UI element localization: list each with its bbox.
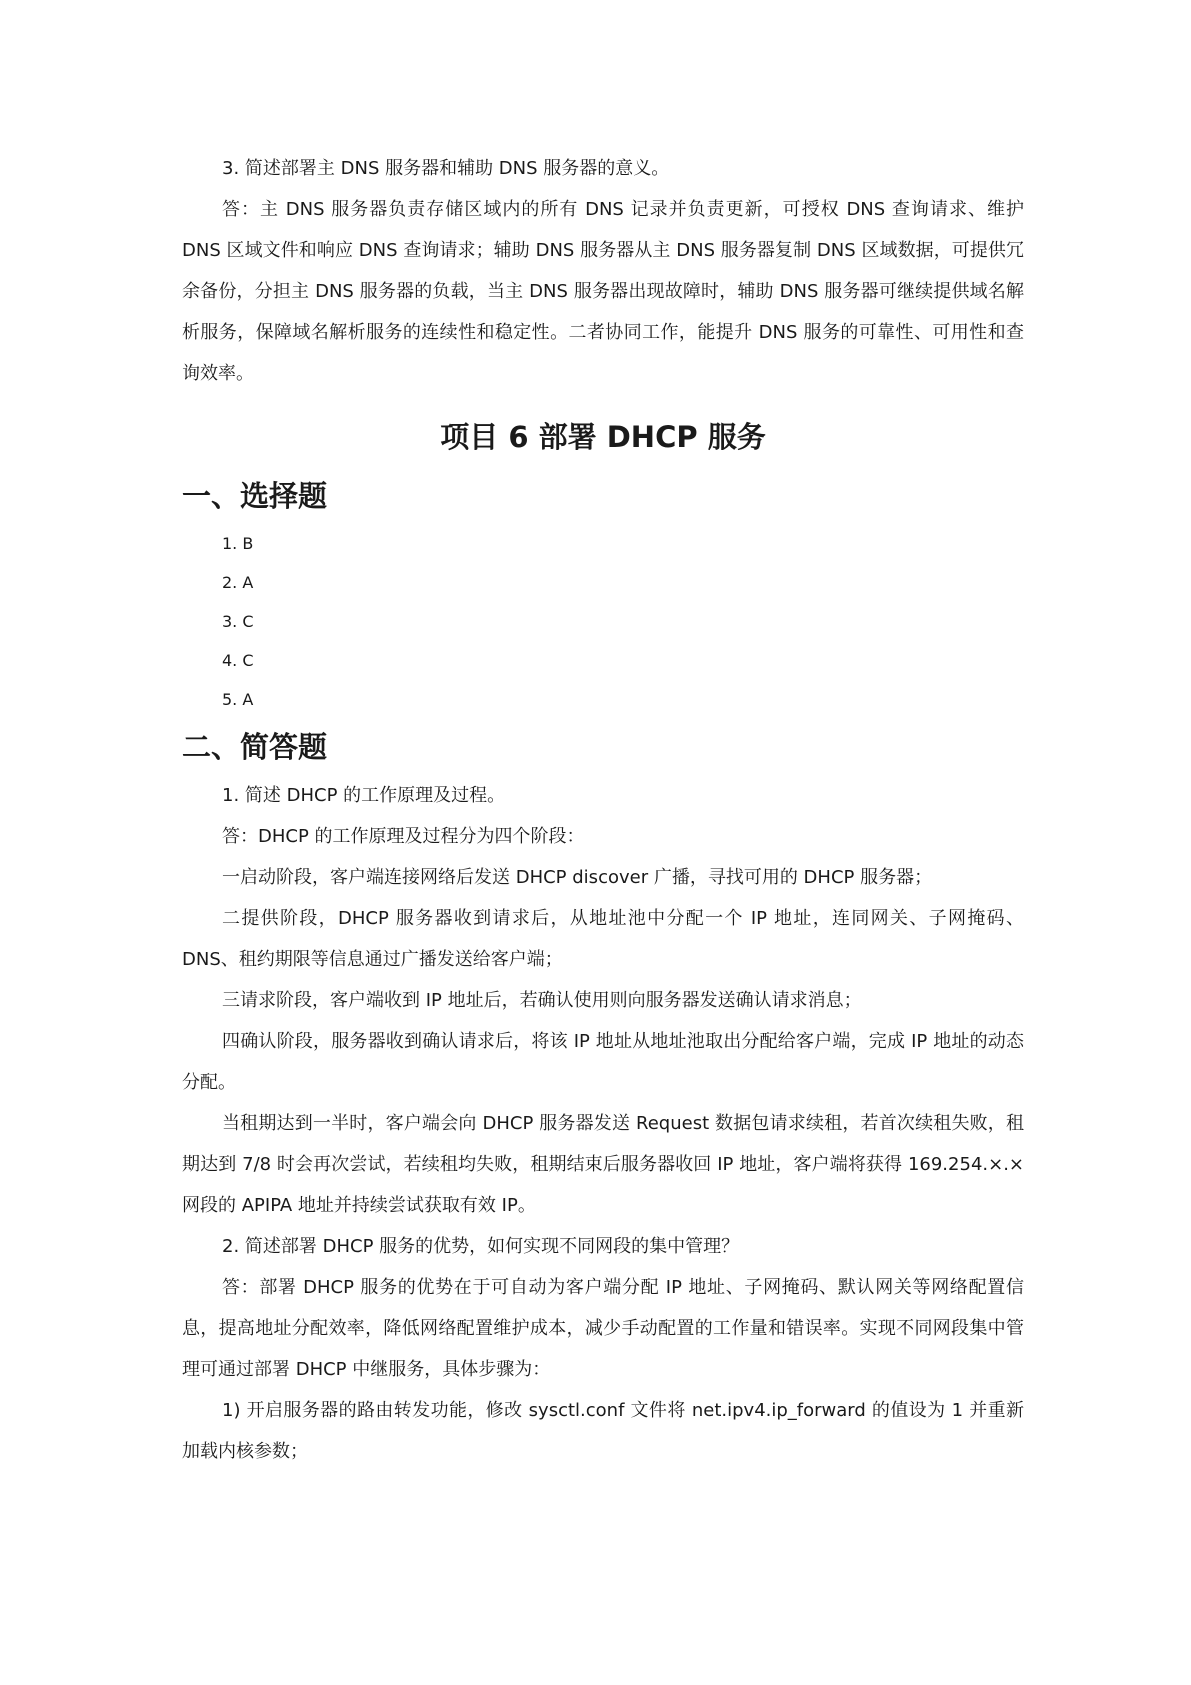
document-page: [182, 148, 1024, 1472]
list-item: 2. A: [222, 573, 254, 592]
q3-question: 3. 简述部署主 DNS 服务器和辅助 DNS 服务器的意义。: [222, 158, 670, 179]
dhcp-q1-lease: 当租期达到一半时，客户端会向 DHCP 服务器发送 Request 数据包请求续租，若首次续租失败，租期达到 7/8 时会再次尝试，若续租均失败，租期结束后服务器收回 IP 地址，客户端将获得 169.254.×.×网段的 APIPA 地址并持续尝试获取有效 IP。: [182, 1113, 1024, 1216]
dhcp-q1-step1: 一启动阶段，客户端连接网络后发送 DHCP discover 广播，寻找可用的 DHCP 服务器；: [222, 867, 933, 888]
choice-answer-list: [182, 524, 1024, 719]
section-title-short-answer: 二、简答题: [182, 730, 328, 764]
dhcp-q1-intro: 答：DHCP 的工作原理及过程分为四个阶段：: [222, 826, 585, 847]
dhcp-q2-question: 2. 简述部署 DHCP 服务的优势，如何实现不同网段的集中管理？: [222, 1236, 740, 1257]
dhcp-q1-step3: 三请求阶段，客户端收到 IP 地址后，若确认使用则向服务器发送确认请求消息；: [222, 990, 862, 1011]
list-item: 4. C: [222, 651, 254, 670]
q3-answer: 答：主 DNS 服务器负责存储区域内的所有 DNS 记录并负责更新，可授权 DNS 查询请求、维护 DNS 区域文件和响应 DNS 查询请求；辅助 DNS 服务器从主 DNS 服务器复制 DNS 区域数据，可提供冗余备份，分担主 DNS 服务器的负载，当主 DNS 服务器出现故障时，辅助 DNS 服务器可继续提供域名解析服务，保障域名解析服务的连续性和稳定性。二者协同工作，能提升 DNS 服务的可靠性、可用性和查询效率。: [182, 199, 1024, 384]
list-item: 5. A: [222, 690, 254, 709]
dhcp-q2-answer: 答：部署 DHCP 服务的优势在于可自动为客户端分配 IP 地址、子网掩码、默认网关等网络配置信息，提高地址分配效率，降低网络配置维护成本，减少手动配置的工作量和错误率。实现不同网段集中管理可通过部署 DHCP 中继服务，具体步骤为：: [182, 1277, 1024, 1380]
list-item: 3. C: [222, 612, 254, 631]
dhcp-q1-step2: 二提供阶段，DHCP 服务器收到请求后，从地址池中分配一个 IP 地址，连同网关、子网掩码、DNS、租约期限等信息通过广播发送给客户端；: [182, 908, 1024, 970]
dhcp-q1-question: 1. 简述 DHCP 的工作原理及过程。: [222, 785, 506, 806]
section-title-choice: 一、选择题: [182, 479, 328, 513]
dhcp-q2-step1: 1) 开启服务器的路由转发功能，修改 sysctl.conf 文件将 net.ipv4.ip_forward 的值设为 1 并重新加载内核参数；: [182, 1400, 1024, 1462]
project-title: 项目 6 部署 DHCP 服务: [440, 420, 766, 454]
dhcp-q1-step4: 四确认阶段，服务器收到确认请求后，将该 IP 地址从地址池取出分配给客户端，完成 IP 地址的动态分配。: [182, 1031, 1024, 1093]
list-item: 1. B: [222, 534, 254, 553]
